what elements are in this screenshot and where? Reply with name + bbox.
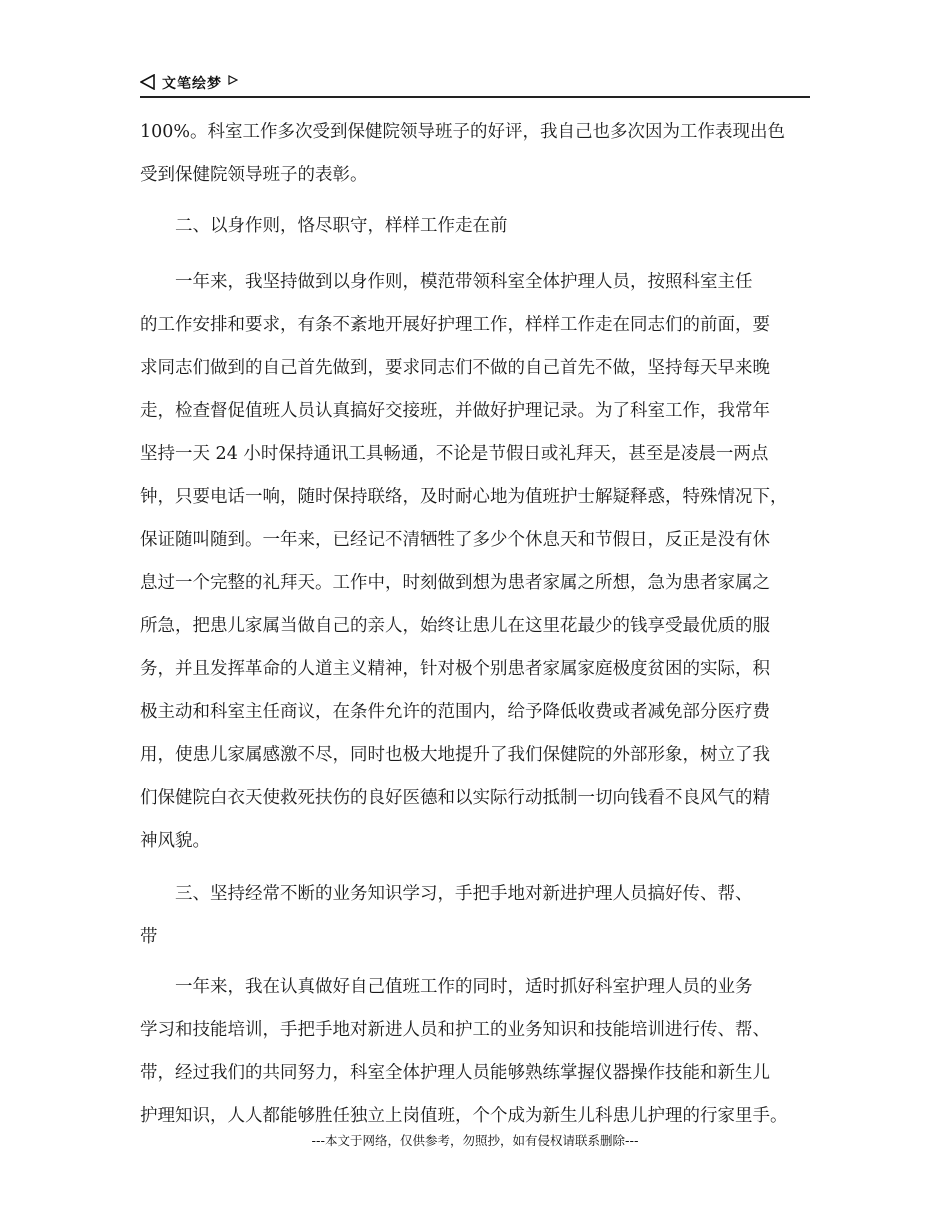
triangle-right-icon (228, 75, 238, 85)
brand-name: 文笔绘梦 (162, 76, 222, 92)
text-line: 所急，把患儿家属当做自己的亲人，始终让患儿在这里花最少的钱享受最优质的服 (140, 616, 770, 636)
text-line: 护理知识，人人都能够胜任独立上岗值班，个个成为新生儿科患儿护理的行家里手。 (140, 1106, 788, 1126)
text-line: 求同志们做到的自己首先做到，要求同志们不做的自己首先不做，坚持每天早来晚 (140, 358, 770, 378)
page-header (140, 70, 810, 98)
text-line: 息过一个完整的礼拜天。工作中，时刻做到想为患者家属之所想，急为患者家属之 (140, 573, 770, 593)
document-body (140, 110, 815, 1145)
text-line: 用，使患儿家属感激不尽，同时也极大地提升了我们保健院的外部形象，树立了我 (140, 745, 770, 765)
section-heading-3 (140, 880, 815, 973)
text-line: 极主动和科室主任商议，在条件允许的范围内，给予降低收费或者减免部分医疗费 (140, 702, 770, 722)
heading-text: 二、以身作则，恪尽职守，样样工作走在前 (175, 216, 508, 236)
text-line: 一年来，我在认真做好自己值班工作的同时，适时抓好科室护理人员的业务 (175, 977, 753, 997)
paragraph-1 (140, 118, 815, 204)
text-line: 走，检查督促值班人员认真搞好交接班，并做好护理记录。为了科室工作，我常年 (140, 401, 770, 421)
text-line: 神风貌。 (140, 831, 210, 851)
text-line: 100%。科室工作多次受到保健院领导班子的好评，我自己也多次因为工作表现出色 (140, 122, 786, 142)
heading-text: 带 (140, 927, 158, 947)
text-line: 受到保健院领导班子的表彰。 (140, 165, 368, 185)
text-line: 带，经过我们的共同努力，科室全体护理人员能够熟练掌握仪器操作技能和新生儿 (140, 1063, 770, 1083)
text-line: 务，并且发挥革命的人道主义精神，针对极个别患者家属家庭极度贫困的实际，积 (140, 659, 770, 679)
paragraph-2 (140, 268, 815, 870)
paragraph-3 (140, 973, 815, 1145)
text-line: 保证随叫随到。一年来，已经记不清牺牲了多少个休息天和节假日，反正是没有休 (140, 530, 770, 550)
text-line: 的工作安排和要求，有条不紊地开展好护理工作，样样工作走在同志们的前面，要 (140, 315, 770, 335)
footer-disclaimer: ---本文于网络，仅供参考，勿照抄，如有侵权请联系删除--- (311, 1133, 639, 1148)
text-line: 学习和技能培训，手把手地对新进人员和护工的业务知识和技能培训进行传、帮、 (140, 1020, 770, 1040)
triangle-left-icon (140, 74, 156, 90)
text-line: 钟，只要电话一响，随时保持联络，及时耐心地为值班护士解疑释惑，特殊情况下， (140, 487, 788, 507)
text-line: 一年来，我坚持做到以身作则，模范带领科室全体护理人员，按照科室主任 (175, 272, 753, 292)
heading-text: 三、坚持经常不断的业务知识学习，手把手地对新进护理人员搞好传、帮、 (175, 884, 753, 904)
text-line: 坚持一天 24 小时保持通讯工具畅通，不论是节假日或礼拜天，甚至是凌晨一两点 (140, 444, 769, 464)
text-line: 们保健院白衣天使救死扶伤的良好医德和以实际行动抵制一切向钱看不良风气的精 (140, 788, 770, 808)
section-heading-2 (140, 212, 815, 268)
